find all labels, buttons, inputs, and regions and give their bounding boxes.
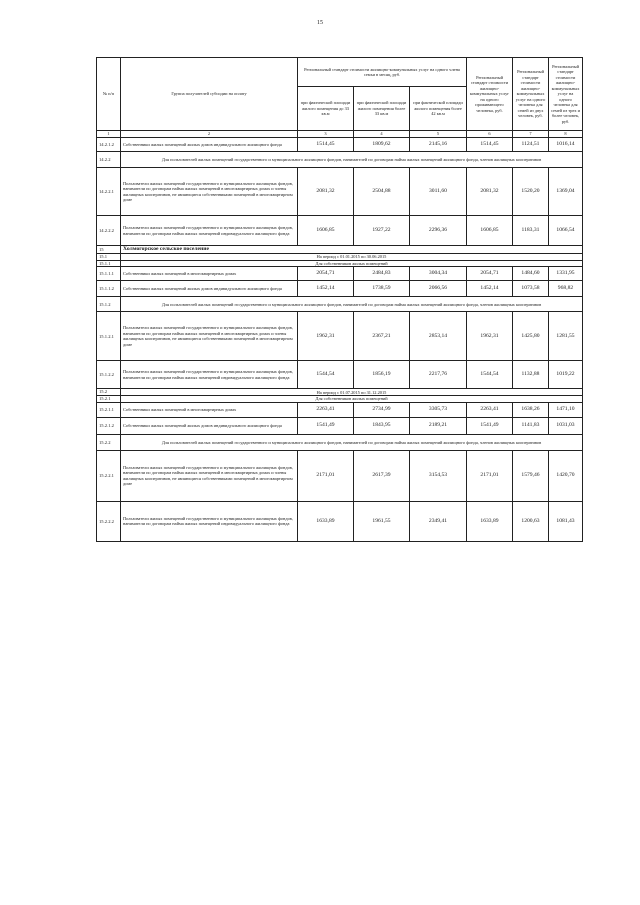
value-cell: 1281,55	[549, 312, 583, 361]
value-cell: 2853,14	[410, 312, 467, 361]
value-cell: 1420,70	[549, 450, 583, 501]
table-row	[97, 361, 583, 389]
row-number: 15.2.2.2	[97, 501, 121, 541]
subheading-row	[97, 396, 583, 403]
value-cell: 3004,34	[410, 267, 467, 281]
value-cell: 2349,41	[410, 501, 467, 541]
page-number: 15	[317, 20, 323, 26]
column-number: 4	[354, 131, 410, 138]
column-number: 5	[410, 131, 467, 138]
value-cell: 2054,71	[467, 267, 513, 281]
value-cell: 1961,55	[354, 501, 410, 541]
value-cell: 2054,71	[298, 267, 354, 281]
value-cell: 1066,54	[549, 216, 583, 246]
row-number: 15.1.2	[97, 297, 121, 312]
row-number: 15.1	[97, 254, 121, 261]
value-cell: 3011,60	[410, 168, 467, 216]
value-cell: 1369,04	[549, 168, 583, 216]
table-row	[97, 138, 583, 152]
row-number: 15.2	[97, 389, 121, 396]
value-cell: 1962,31	[467, 312, 513, 361]
group-name: Собственники жилых помещений жилых домов индивидуального жилищного фонда	[121, 138, 298, 152]
value-cell: 1520,20	[513, 168, 549, 216]
value-cell: 2145,16	[410, 138, 467, 152]
table-row	[97, 402, 583, 417]
value-cell: 2189,21	[410, 417, 467, 434]
value-cell: 1183,31	[513, 216, 549, 246]
column-number: 6	[467, 131, 513, 138]
subheading-row	[97, 389, 583, 396]
header-col-7: Региональный стандарт стоимости жилищно-коммунальных услуг на одного человека для семей из двух человек, руб.	[513, 58, 549, 131]
value-cell: 1471,10	[549, 402, 583, 417]
value-cell: 1579,46	[513, 450, 549, 501]
header-sub-a: при фактической площади жилого помещения до 33 кв.м	[298, 87, 354, 131]
column-numbers-row	[97, 131, 583, 138]
column-number: 2	[121, 131, 298, 138]
row-number: 15.1.1.1	[97, 267, 121, 281]
value-cell: 1606,85	[298, 216, 354, 246]
value-cell: 1016,14	[549, 138, 583, 152]
subheading-row	[97, 434, 583, 450]
value-cell: 2171,01	[467, 450, 513, 501]
header-col-8: Региональный стандарт стоимости жилищно-коммунальных услуг на одного человека для семей из трех и более человек, руб.	[549, 58, 583, 131]
header-col-6: Региональный стандарт стоимости жилищно-коммунальных услуг на одного проживающего человека, руб.	[467, 58, 513, 131]
row-number: 15.1.2.2	[97, 361, 121, 389]
table-row	[97, 168, 583, 216]
row-number: 15	[97, 246, 121, 254]
row-number: 15.2.1.2	[97, 417, 121, 434]
group-name: Пользователи жилых помещений государственного и муниципального жилищных фондов, наниматели по договорам найма жилых помещений в многоквартирных домах и члены жилищных кооперативов, не являющиеся собственниками помещений в многоквартирном доме	[121, 168, 298, 216]
subheading-text: На период с 01.01.2015 по 30.06.2015	[121, 254, 583, 261]
subheading-text: Для собственников жилых помещений	[121, 396, 583, 403]
subheading-row	[97, 260, 583, 267]
table-row	[97, 216, 583, 246]
value-cell: 1484,60	[513, 267, 549, 281]
value-cell: 1856,19	[354, 361, 410, 389]
table-row	[97, 281, 583, 297]
value-cell: 1141,83	[513, 417, 549, 434]
group-name: Собственники жилых помещений жилых домов индивидуального жилищного фонда	[121, 281, 298, 297]
header-col-group: Группа получателей субсидии на оплату	[121, 58, 298, 131]
table-body	[97, 138, 583, 542]
value-cell: 2263,41	[298, 402, 354, 417]
section-title: Холмогорское сельское поселение	[121, 246, 583, 254]
row-number: 14.2.2.1	[97, 168, 121, 216]
group-name: Пользователи жилых помещений государственного и муниципального жилищных фондов, наниматели по договорам найма жилых помещений в многоквартирных домах и члены жилищных кооперативов, не являющиеся собственниками помещений в многоквартирном доме	[121, 450, 298, 501]
value-cell: 1544,54	[467, 361, 513, 389]
row-number: 14.2.1.2	[97, 138, 121, 152]
row-number: 15.1.2.1	[97, 312, 121, 361]
value-cell: 1738,59	[354, 281, 410, 297]
subheading-row	[97, 254, 583, 261]
value-cell: 1962,31	[298, 312, 354, 361]
table-row	[97, 312, 583, 361]
subheading-row	[97, 152, 583, 168]
value-cell: 1200,63	[513, 501, 549, 541]
subheading-text: Для пользователей жилых помещений государственного и муниципального жилищного фондов, нанимателей по договорам найма жилых помещений жилищного фонда, членов жилищных кооперативов	[121, 434, 583, 450]
value-cell: 1031,03	[549, 417, 583, 434]
value-cell: 1514,45	[298, 138, 354, 152]
header-col-no: № п/п	[97, 58, 121, 131]
table-row	[97, 267, 583, 281]
value-cell: 1541,49	[298, 417, 354, 434]
value-cell: 2217,76	[410, 361, 467, 389]
value-cell: 2367,21	[354, 312, 410, 361]
column-number: 8	[549, 131, 583, 138]
subheading-text: Для собственников жилых помещений	[121, 260, 583, 267]
value-cell: 1544,54	[298, 361, 354, 389]
value-cell: 1638,26	[513, 402, 549, 417]
group-name: Собственники жилых помещений в многоквартирных домах	[121, 267, 298, 281]
column-number: 3	[298, 131, 354, 138]
value-cell: 1019,22	[549, 361, 583, 389]
value-cell: 1331,95	[549, 267, 583, 281]
table-row	[97, 501, 583, 541]
regional-standard-table	[96, 57, 583, 542]
row-number: 14.2.2	[97, 152, 121, 168]
value-cell: 1809,62	[354, 138, 410, 152]
value-cell: 1425,80	[513, 312, 549, 361]
value-cell: 2484,83	[354, 267, 410, 281]
table-row	[97, 417, 583, 434]
group-name: Пользователи жилых помещений государственного и муниципального жилищных фондов, наниматели по договорам найма жилых помещений индивидуального жилищного фонда	[121, 501, 298, 541]
value-cell: 2081,32	[467, 168, 513, 216]
value-cell: 3154,53	[410, 450, 467, 501]
value-cell: 1452,14	[298, 281, 354, 297]
group-name: Пользователи жилых помещений государственного и муниципального жилищных фондов, наниматели по договорам найма жилых помещений индивидуального жилищного фонда	[121, 361, 298, 389]
value-cell: 2296,36	[410, 216, 467, 246]
value-cell: 1514,45	[467, 138, 513, 152]
header-sub-b: при фактической площади жилого помещения более 33 кв.м	[354, 87, 410, 131]
subheading-text: Для пользователей жилых помещений государственного и муниципального жилищного фондов, нанимателей по договорам найма жилых помещений жилищного фонда, членов жилищных кооперативов	[121, 152, 583, 168]
value-cell: 1606,85	[467, 216, 513, 246]
subheading-row	[97, 297, 583, 312]
value-cell: 2734,99	[354, 402, 410, 417]
value-cell: 1132,88	[513, 361, 549, 389]
row-number: 15.2.1.1	[97, 402, 121, 417]
value-cell: 1541,49	[467, 417, 513, 434]
value-cell: 968,82	[549, 281, 583, 297]
value-cell: 1633,89	[298, 501, 354, 541]
value-cell: 1843,95	[354, 417, 410, 434]
subheading-text: На период с 01.07.2015 по 31.12.2015	[121, 389, 583, 396]
value-cell: 1081,43	[549, 501, 583, 541]
value-cell: 2081,32	[298, 168, 354, 216]
value-cell: 2171,01	[298, 450, 354, 501]
row-number: 14.2.2.2	[97, 216, 121, 246]
value-cell: 2263,41	[467, 402, 513, 417]
group-name: Пользователи жилых помещений государственного и муниципального жилищных фондов, наниматели по договорам найма жилых помещений индивидуального жилищного фонда	[121, 216, 298, 246]
value-cell: 2617,39	[354, 450, 410, 501]
table-row	[97, 450, 583, 501]
section-row	[97, 246, 583, 254]
row-number: 15.1.1	[97, 260, 121, 267]
value-cell: 3305,73	[410, 402, 467, 417]
column-number: 7	[513, 131, 549, 138]
value-cell: 1927,22	[354, 216, 410, 246]
group-name: Пользователи жилых помещений государственного и муниципального жилищных фондов, наниматели по договорам найма жилых помещений в многоквартирных домах и члены жилищных кооперативов, не являющиеся собственниками помещений в многоквартирном доме	[121, 312, 298, 361]
row-number: 15.2.1	[97, 396, 121, 403]
group-name: Собственники жилых помещений в многоквартирных домах	[121, 402, 298, 417]
subheading-text: Для пользователей жилых помещений государственного и муниципального жилищного фондов, нанимателей по договорам найма жилых помещений жилищного фонда, членов жилищных кооперативов	[121, 297, 583, 312]
value-cell: 1452,14	[467, 281, 513, 297]
row-number: 15.1.1.2	[97, 281, 121, 297]
row-number: 15.2.2.1	[97, 450, 121, 501]
header-regional-standard: Региональный стандарт стоимости жилищно-коммунальных услуг на одного члена семьи в месяц, руб.	[298, 58, 467, 87]
header-sub-c: при фактической площади жилого помещения более 42 кв.м	[410, 87, 467, 131]
value-cell: 2066,56	[410, 281, 467, 297]
value-cell: 2504,88	[354, 168, 410, 216]
value-cell: 1124,51	[513, 138, 549, 152]
column-number: 1	[97, 131, 121, 138]
value-cell: 1633,89	[467, 501, 513, 541]
value-cell: 1073,58	[513, 281, 549, 297]
group-name: Собственники жилых помещений жилых домов индивидуального жилищного фонда	[121, 417, 298, 434]
row-number: 15.2.2	[97, 434, 121, 450]
